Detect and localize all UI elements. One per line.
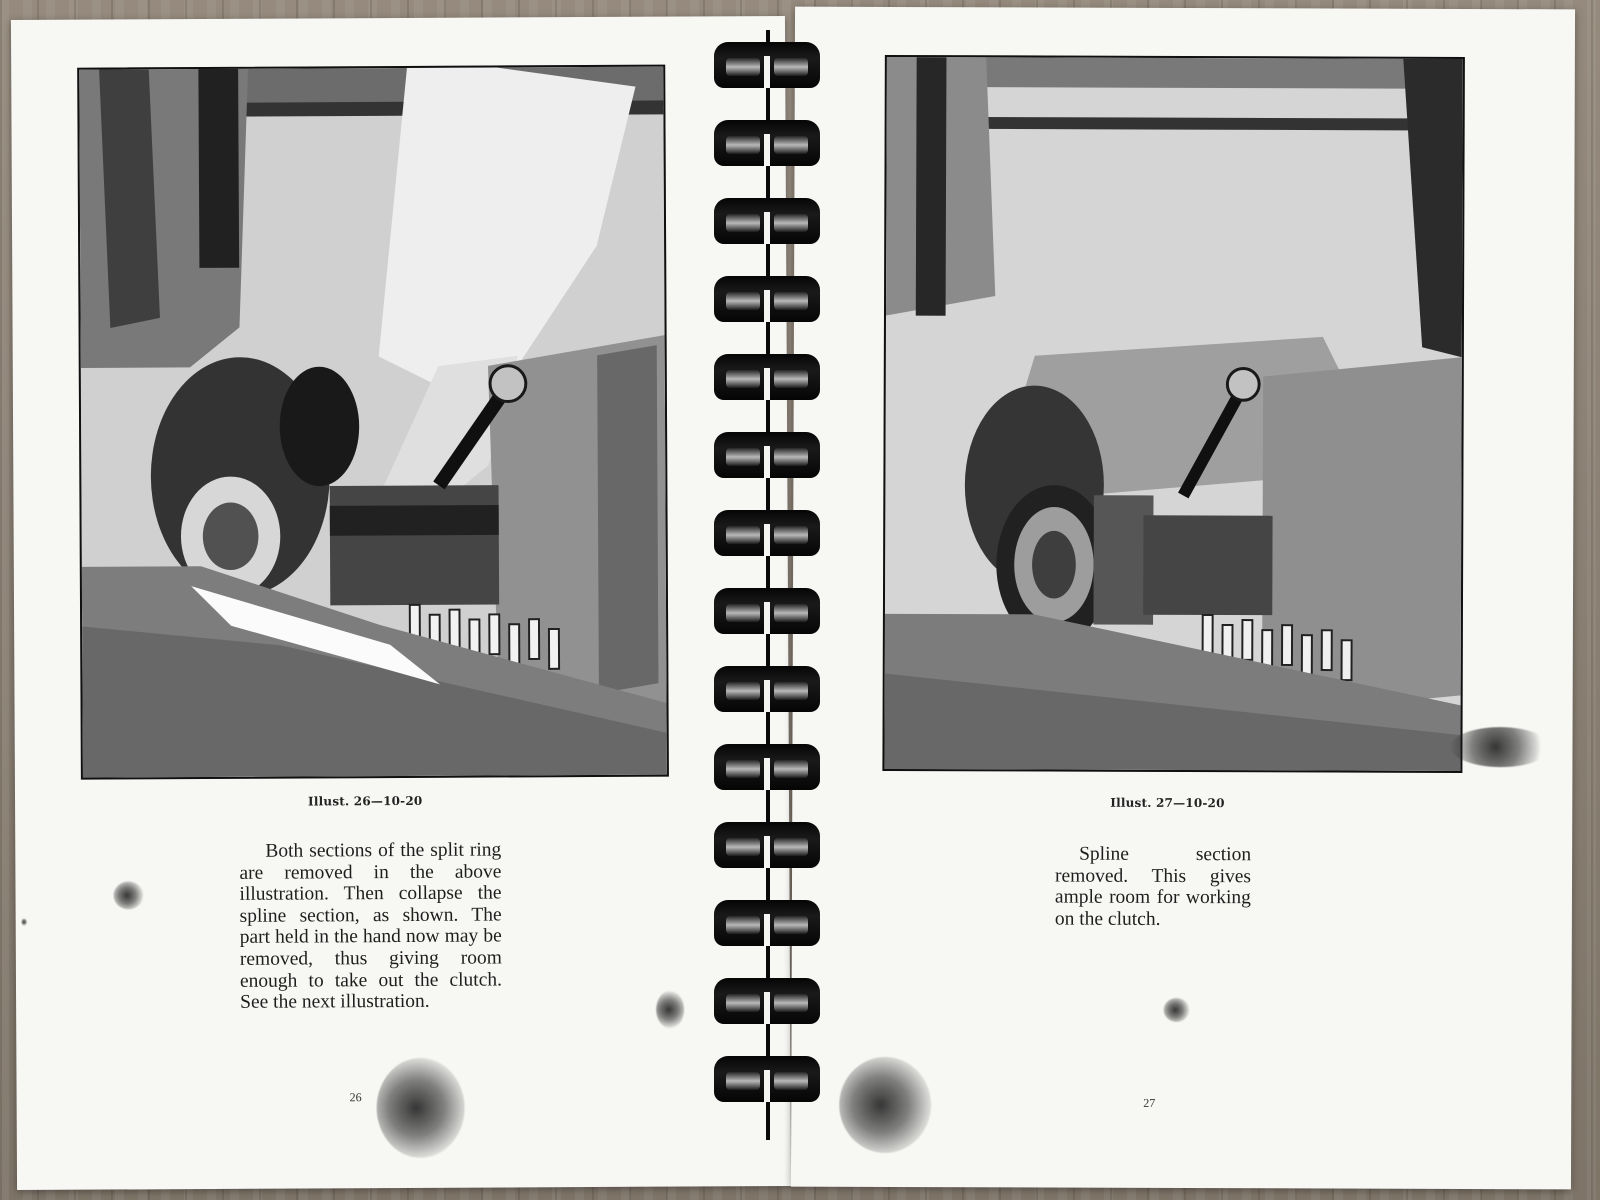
binding-coil [714,900,820,946]
binding-spine [766,30,770,1140]
bleed-through-text: ​ [932,826,933,846]
binding-coil [714,978,820,1024]
binding-coil [714,276,820,322]
ink-smudge [839,1057,931,1153]
right-page [791,7,1575,1190]
spiral-binding [700,30,840,1140]
illustration-27-body-text: Spline section removed. This gives ample room for working on the clutch. [1054,843,1252,930]
illustration-26-photo [77,65,669,780]
binding-coil [714,588,820,634]
binding-coil [714,822,820,868]
illustration-27-caption: Illust. 27—10-20 [1110,795,1225,811]
binding-coil [714,198,820,244]
bleed-through-text: ​ [135,838,136,858]
illustration-26-caption: Illust. 26—10-20 [308,793,423,809]
ink-smudge [113,881,143,909]
page-number-26: 26 [349,1090,362,1105]
illustration-26-body-text: Both sections of the split ring are removed in the above illustration. Then collapse the spline section, as shown. The part held in the hand now may be removed, thus giving room enough to take out the clutch. See the next illustration. [239,839,503,1014]
binding-coil [714,432,820,478]
ink-smudge [1164,998,1190,1022]
binding-coil [714,744,820,790]
binding-coil [714,1056,820,1102]
ink-smudge [656,991,684,1029]
binding-coil [714,354,820,400]
ink-smudge [1450,727,1550,767]
binding-coil [714,42,820,88]
left-page [11,16,791,1190]
ink-smudge [22,918,27,926]
illustration-27-photo [882,55,1464,773]
binding-coil [714,510,820,556]
binding-coil [714,120,820,166]
ink-smudge [376,1058,465,1158]
binding-coil [714,666,820,712]
page-number-27: 27 [1143,1095,1156,1110]
